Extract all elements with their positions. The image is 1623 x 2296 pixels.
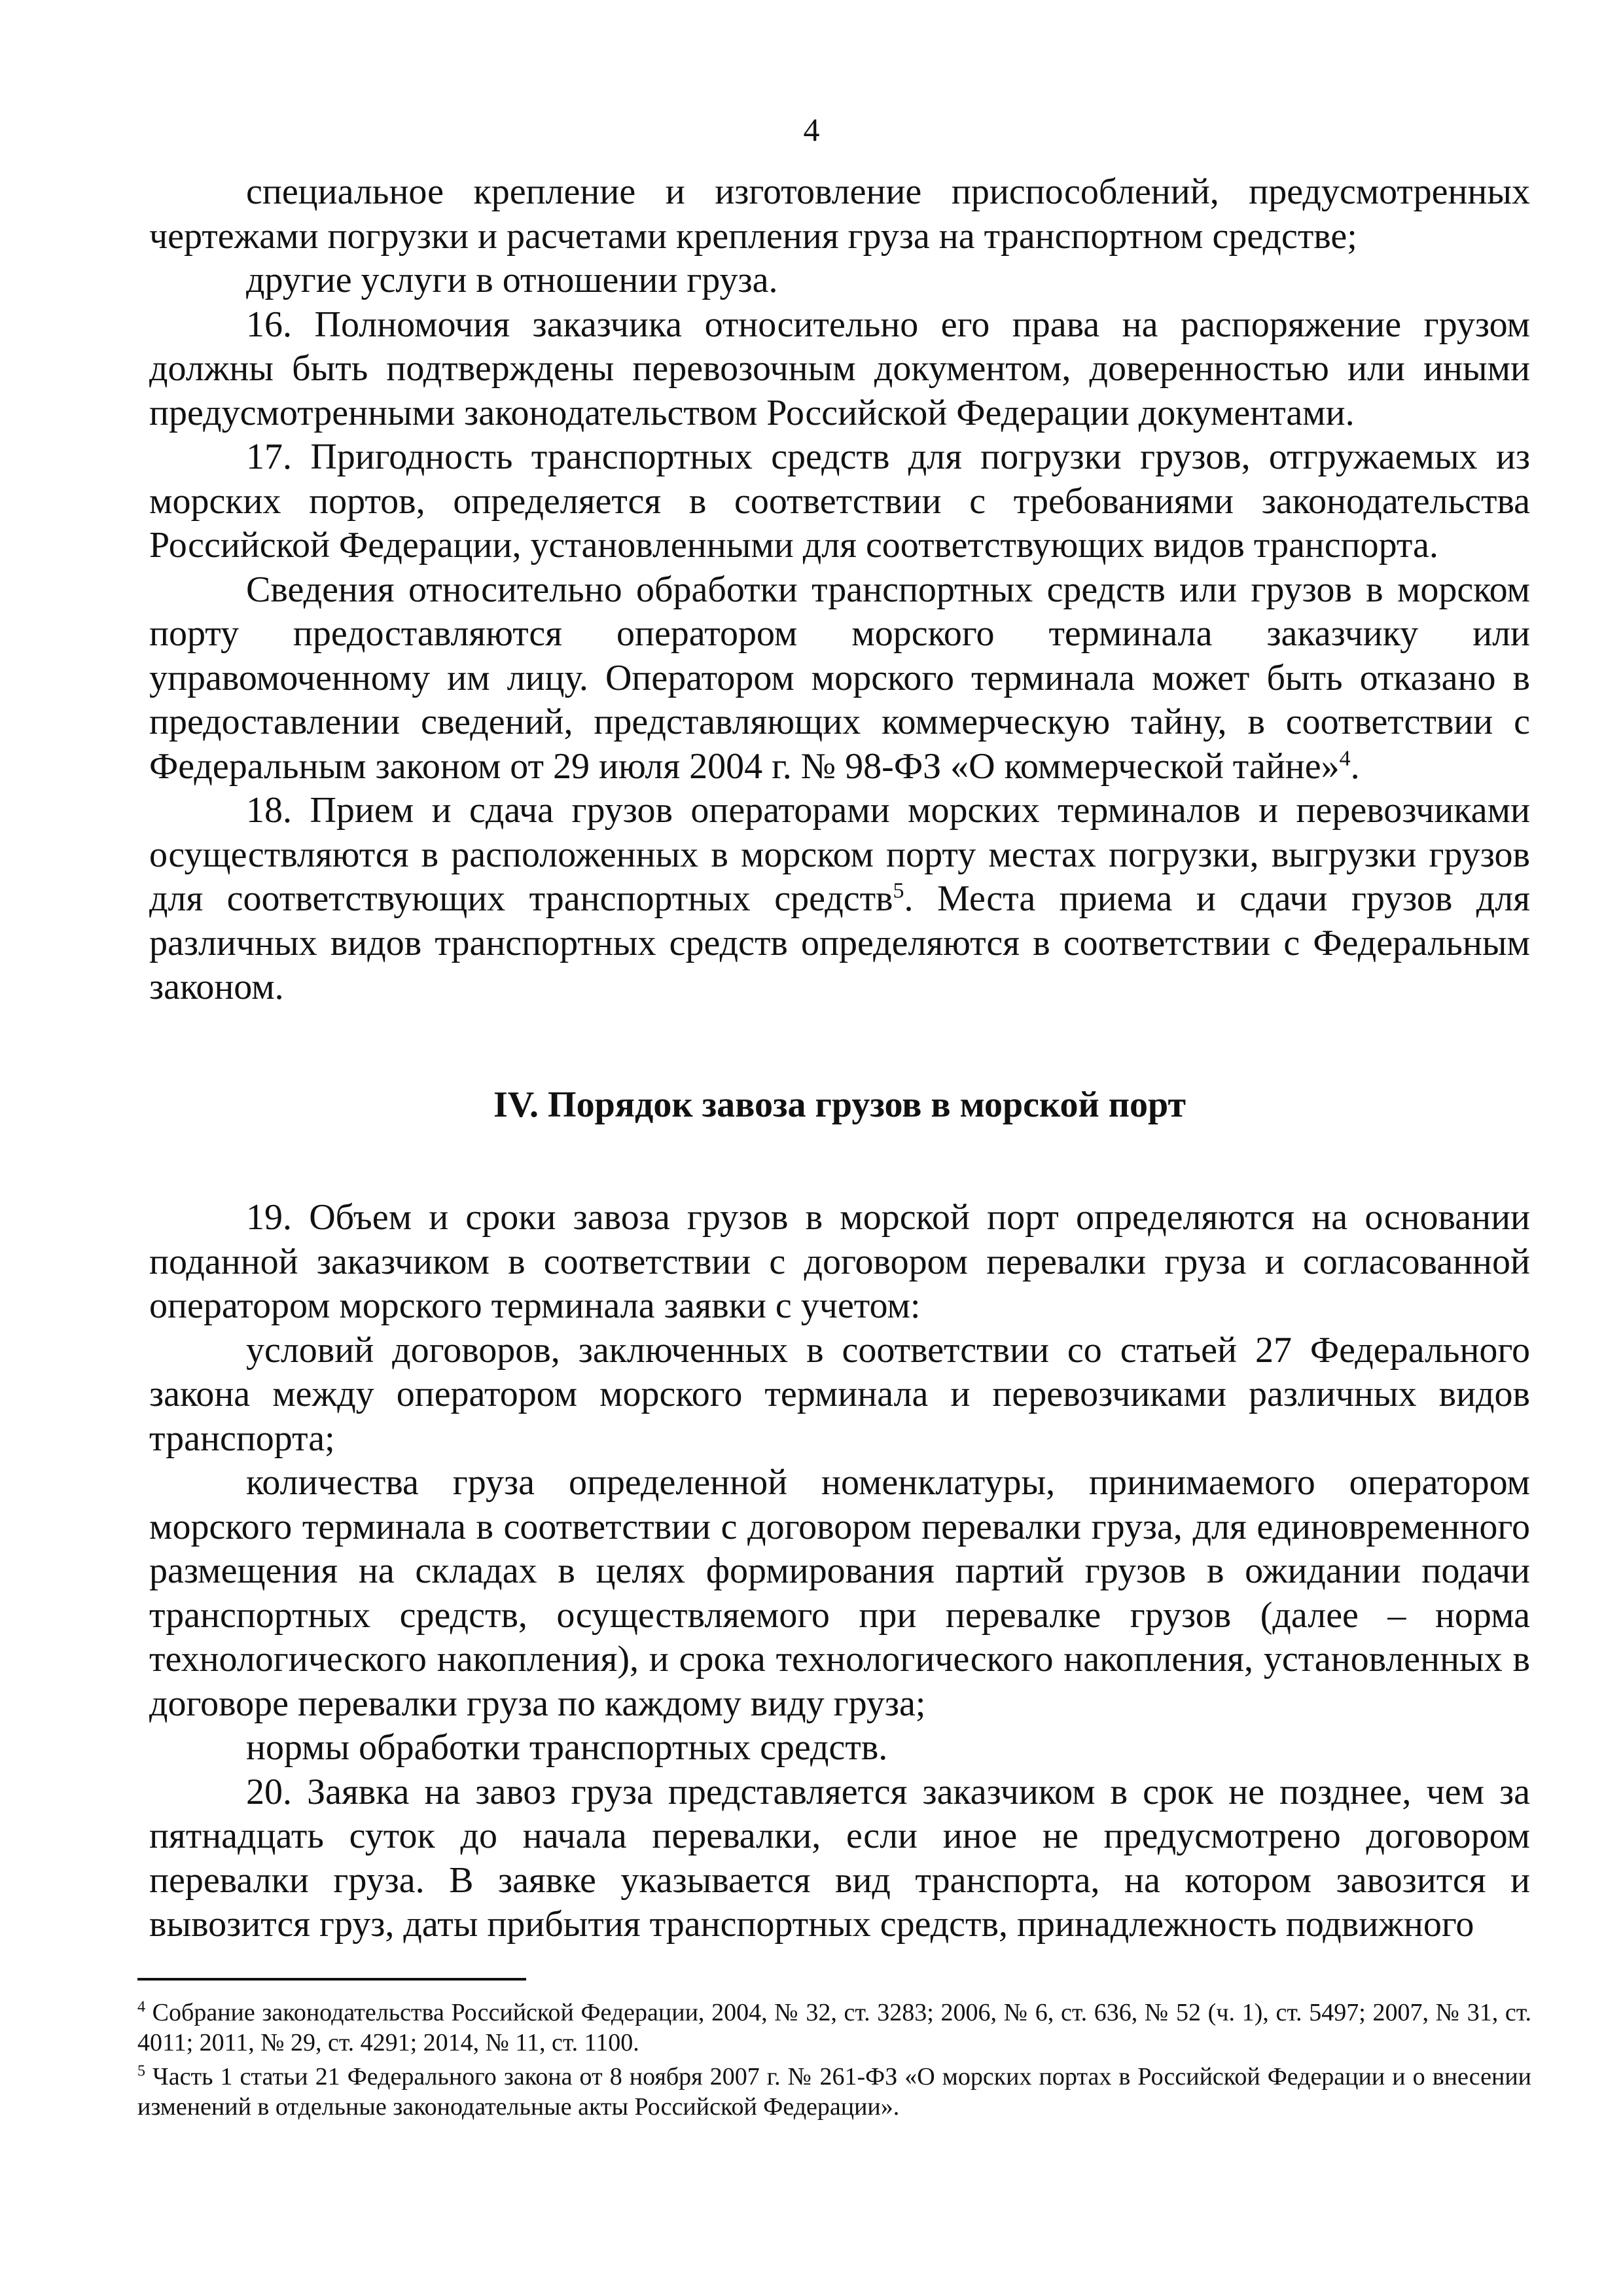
footnote-text: Часть 1 статьи 21 Федерального закона от 8 ноября 2007 г. № 261-ФЗ «О морских портах в Российской Федерации и о внесении изменений в отдельные законодательные акты Российской Федерации». bbox=[137, 2063, 1531, 2121]
page-number: 4 bbox=[803, 111, 820, 148]
footnote-4 bbox=[137, 1998, 1531, 2058]
section-heading: IV. Порядок завоза грузов в морской порт bbox=[493, 1084, 1186, 1125]
paragraph-17-details bbox=[149, 568, 1530, 789]
paragraph-text-end: . Места приема и сдачи грузов для различных видов транспортных средств определяются в соответствии с Федеральным законом. bbox=[149, 878, 1530, 1007]
footnote-mark: 5 bbox=[137, 2062, 145, 2080]
paragraph: количества груза определенной номенклатуры, принимаемого оператором морского терминала в соответствии с договором перевалки груза, для единовременного размещения на складах в целях формирования партий грузов в ожидании подачи транспортных средств, осуществляемого при перевалке грузов (далее – норма технологического накопления), и срока технологического накопления, установленных в договоре перевалки груза по каждому виду груза; bbox=[149, 1462, 1530, 1724]
footnote-divider bbox=[137, 1978, 526, 1981]
paragraph-text: Сведения относительно обработки транспортных средств или грузов в морском порту предоставляются оператором морского терминала заказчику или управомоченному им лицу. Оператором морского терминала может быть отказано в предоставлении сведений, представляющих коммерческую тайну, в соответствии с Федеральным законом от 29 июля 2004 г. № 98-ФЗ «О коммерческой тайне» bbox=[149, 569, 1530, 787]
document-body bbox=[149, 170, 1530, 1947]
paragraph: специальное крепление и изготовление приспособлений, предусмотренных чертежами погрузки и расчетами крепления груза на транспортном средстве; bbox=[149, 171, 1530, 257]
paragraph: условий договоров, заключенных в соответствии со статьей 27 Федерального закона между оператором морского терминала и перевозчиками различных видов транспорта; bbox=[149, 1329, 1530, 1459]
paragraph-text-end: . bbox=[1350, 745, 1360, 787]
paragraph-17: 17. Пригодность транспортных средств для погрузки грузов, отгружаемых из морских портов, определяется в соответствии с требованиями законодательства Российской Федерации, установленными для соответствующих видов транспорта. bbox=[149, 437, 1530, 565]
paragraph: другие услуги в отношении груза. bbox=[246, 260, 778, 300]
footnote-5 bbox=[137, 2062, 1531, 2122]
paragraph: нормы обработки транспортных средств. bbox=[246, 1727, 888, 1768]
paragraph-16: 16. Полномочия заказчика относительно его права на распоряжение грузом должны быть подтверждены перевозочным документом, доверенностью или иными предусмотренными законодательством Российской Федерации документами. bbox=[149, 304, 1530, 433]
footnote-ref-5[interactable]: 5 bbox=[893, 878, 904, 903]
footnote-ref-4[interactable]: 4 bbox=[1339, 745, 1351, 770]
paragraph-18 bbox=[149, 789, 1530, 1010]
footnote-mark: 4 bbox=[137, 1998, 145, 2016]
footnote-text: Собрание законодательства Российской Федерации, 2004, № 32, ст. 3283; 2006, № 6, ст. 636, № 52 (ч. 1), ст. 5497; 2007, № 31, ст. 4011; 2011, № 29, ст. 4291; 2014, № 11, ст. 1100. bbox=[137, 1999, 1531, 2056]
paragraph-19: 19. Объем и сроки завоза грузов в морской порт определяются на основании поданной заказчиком в соответствии с договором перевалки груза и согласованной оператором морского терминала заявки с учетом: bbox=[149, 1197, 1530, 1326]
paragraph-20: 20. Заявка на завоз груза представляется заказчиком в срок не позднее, чем за пятнадцать суток до начала перевалки, если иное не предусмотрено договором перевалки груза. В заявке указывается вид транспорта, на котором завозится и вывозится груз, даты прибытия транспортных средств, принадлежность подвижного bbox=[149, 1771, 1530, 1945]
footnotes bbox=[137, 1998, 1531, 2126]
paragraph-text: 18. Прием и сдача грузов операторами морских терминалов и перевозчиками осуществляются в расположенных в морском порту местах погрузки, выгрузки грузов для соответствующих транспортных средств bbox=[149, 790, 1530, 919]
